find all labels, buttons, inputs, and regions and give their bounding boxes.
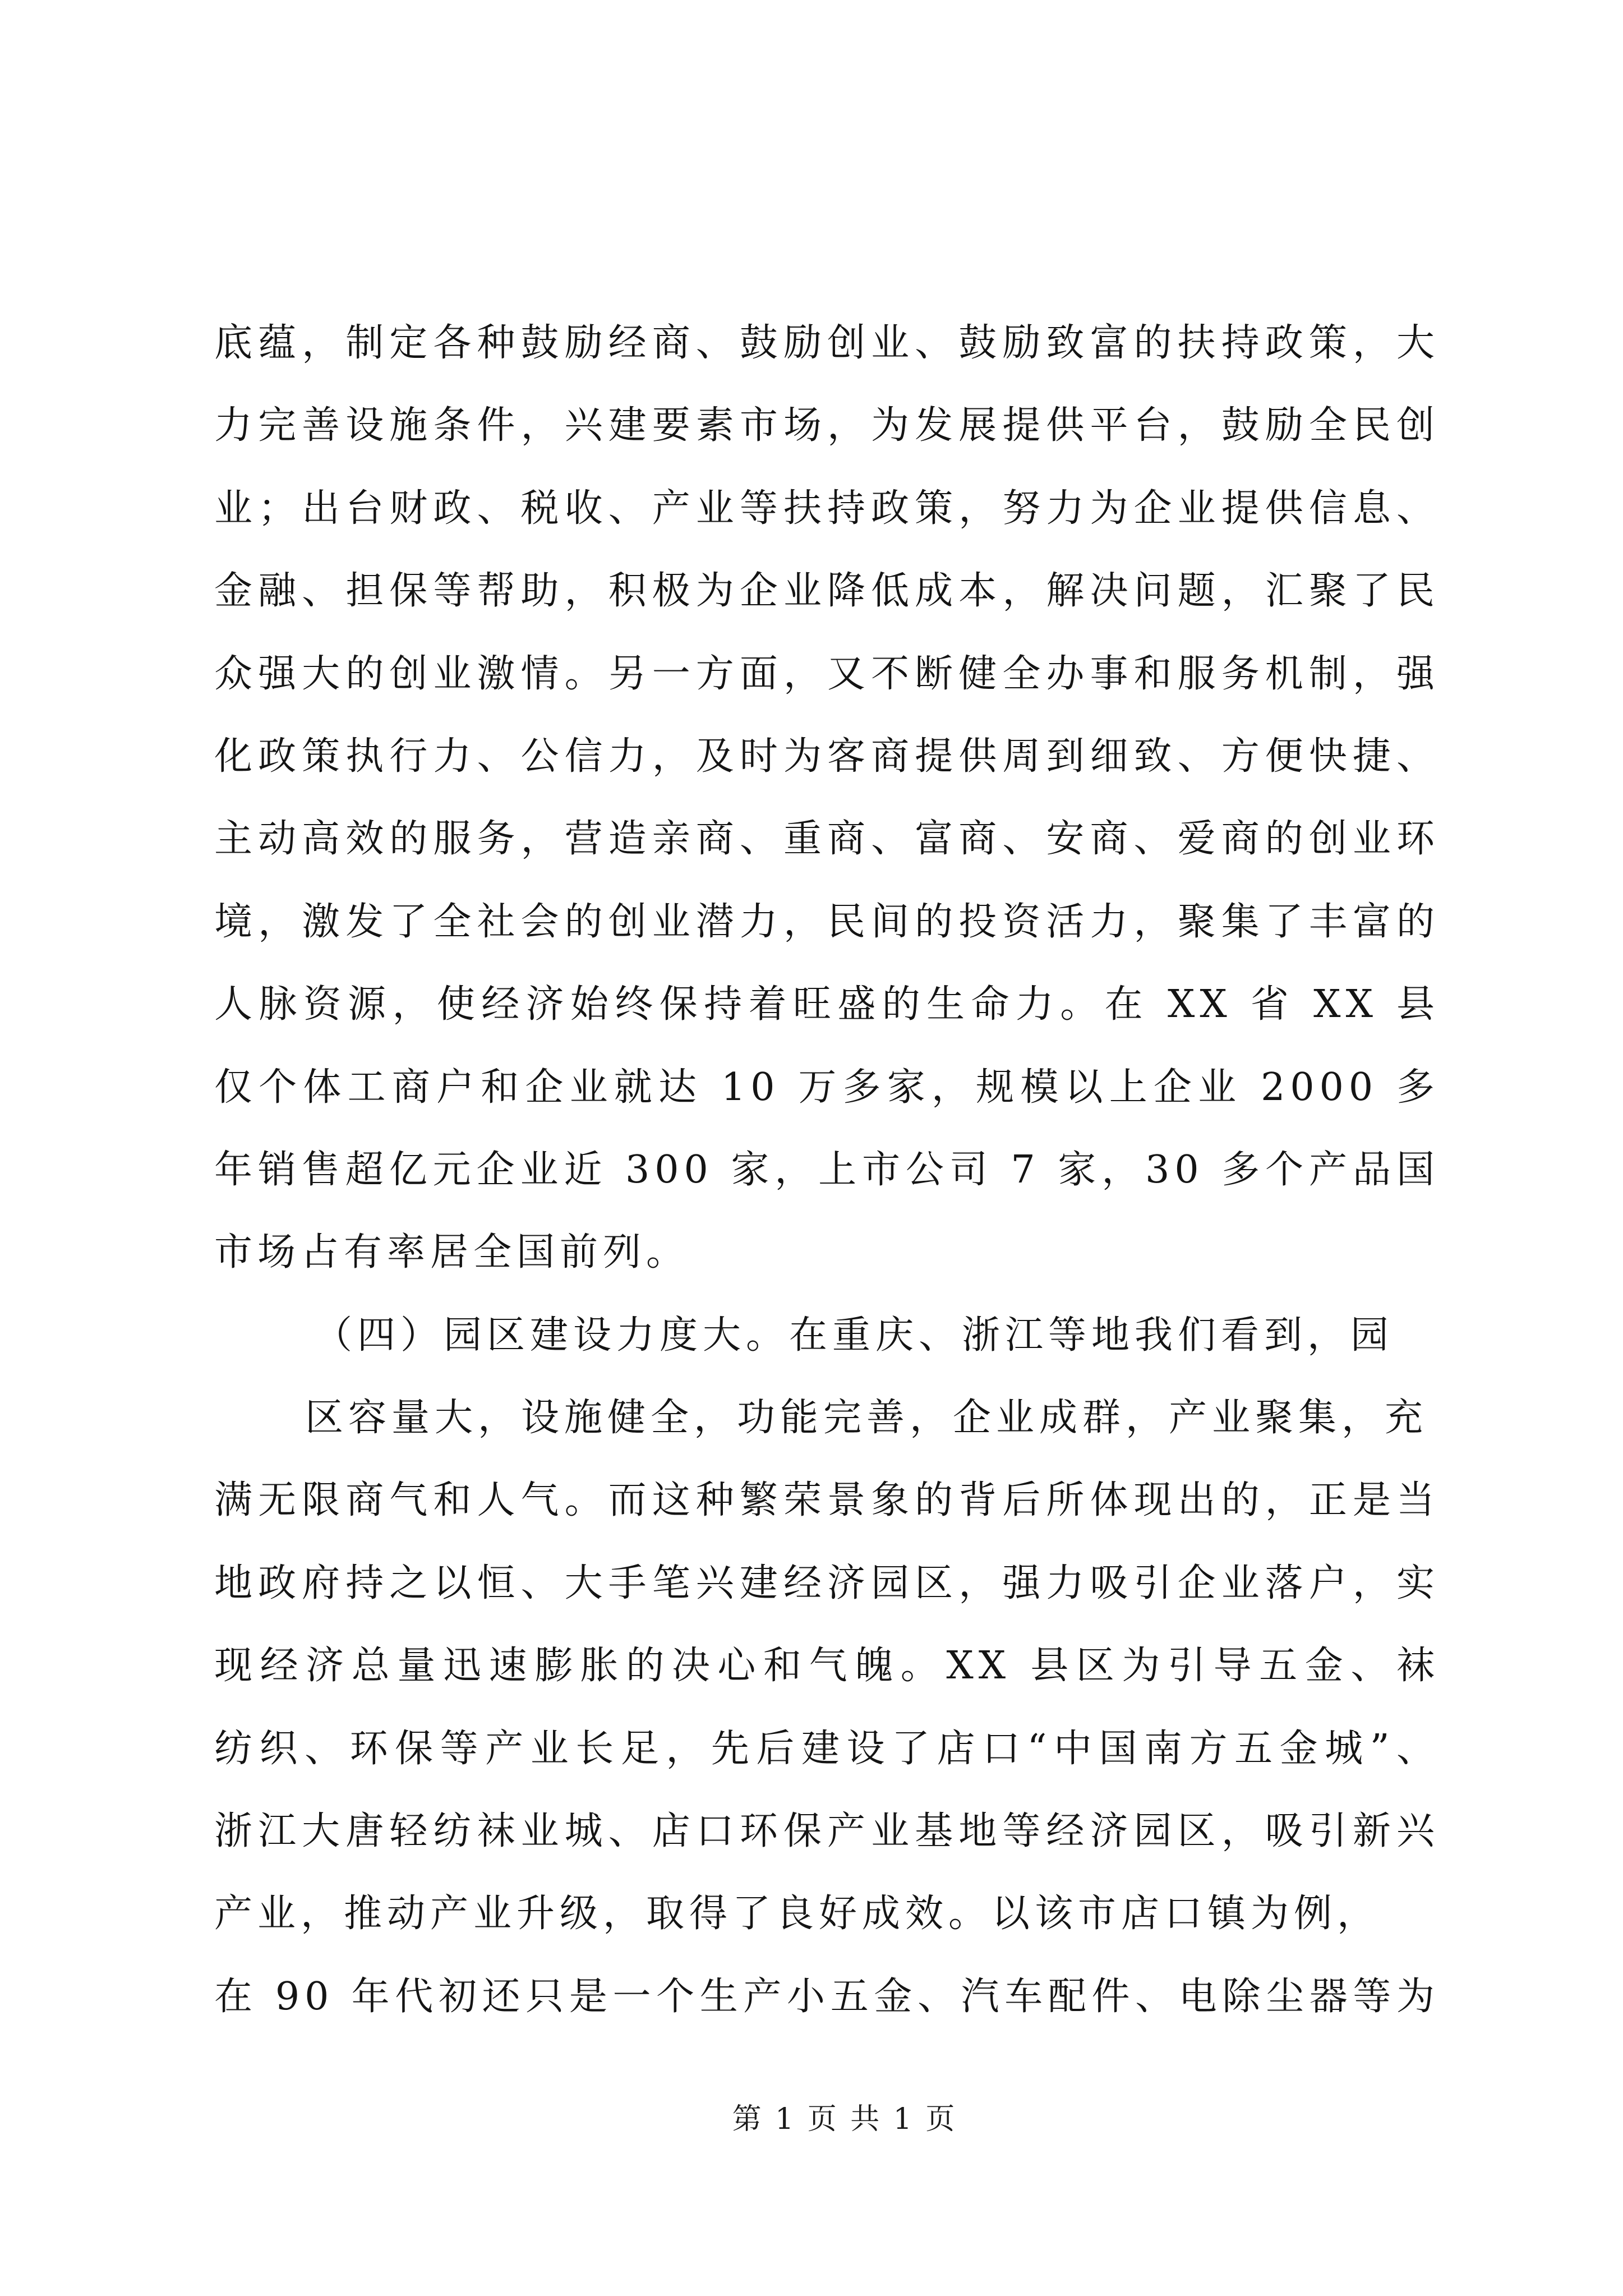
text-line: 力完善设施条件，兴建要素市场，为发展提供平台，鼓励全民创 <box>214 403 1440 448</box>
text-line: 在 90 年代初还只是一个生产小五金、汽车配件、电除尘器等为 <box>214 1974 1440 2019</box>
text-line: 业；出台财政、税收、产业等扶持政策，努力为企业提供信息、 <box>214 486 1440 531</box>
text-line: 底蕴，制定各种鼓励经商、鼓励创业、鼓励致富的扶持政策，大 <box>214 321 1440 365</box>
text-line: 众强大的创业激情。另一方面，又不断健全办事和服务机制，强 <box>214 651 1440 696</box>
text-line: 人脉资源，使经济始终保持着旺盛的生命力。在 XX 省 XX 县 <box>214 982 1440 1027</box>
text-line: 满无限商气和人气。而这种繁荣景象的背后所体现出的，正是当 <box>214 1478 1440 1523</box>
text-line: 地政府持之以恒、大手笔兴建经济园区，强力吸引企业落户，实 <box>214 1561 1440 1605</box>
text-line: 境，激发了全社会的创业潜力，民间的投资活力，聚集了丰富的 <box>214 899 1440 944</box>
text-line: 化政策执行力、公信力，及时为客商提供周到细致、方便快捷、 <box>214 734 1440 779</box>
body-text <box>214 302 1440 2038</box>
text-line: 区容量大，设施健全，功能完善，企业成群，产业聚集，充 <box>305 1396 1428 1441</box>
section-heading-line: （四）园区建设力度大。在重庆、浙江等地我们看到，园 <box>314 1313 1394 1358</box>
text-line: 年销售超亿元企业近 300 家，上市公司 7 家，30 多个产品国 <box>214 1147 1440 1192</box>
text-line: 浙江大唐轻纺袜业城、店口环保产业基地等经济园区，吸引新兴 <box>214 1809 1440 1854</box>
page-footer: 第 1 页 共 1 页 <box>732 2102 957 2136</box>
text-line: 纺织、环保等产业长足，先后建设了店口“中国南方五金城”、 <box>214 1726 1440 1771</box>
text-line: 金融、担保等帮助，积极为企业降低成本，解决问题，汇聚了民 <box>214 569 1440 614</box>
text-line: 仅个体工商户和企业就达 10 万多家，规模以上企业 2000 多 <box>214 1065 1440 1110</box>
text-line: 产业，推动产业升级，取得了良好成效。以该市店口镇为例， <box>214 1892 1381 1936</box>
text-line: 现经济总量迅速膨胀的决心和气魄。XX 县区为引导五金、袜 <box>214 1644 1440 1688</box>
text-line: 主动高效的服务，营造亲商、重商、富商、安商、爱商的创业环 <box>214 817 1440 862</box>
text-line: 市场占有率居全国前列。 <box>214 1230 690 1275</box>
